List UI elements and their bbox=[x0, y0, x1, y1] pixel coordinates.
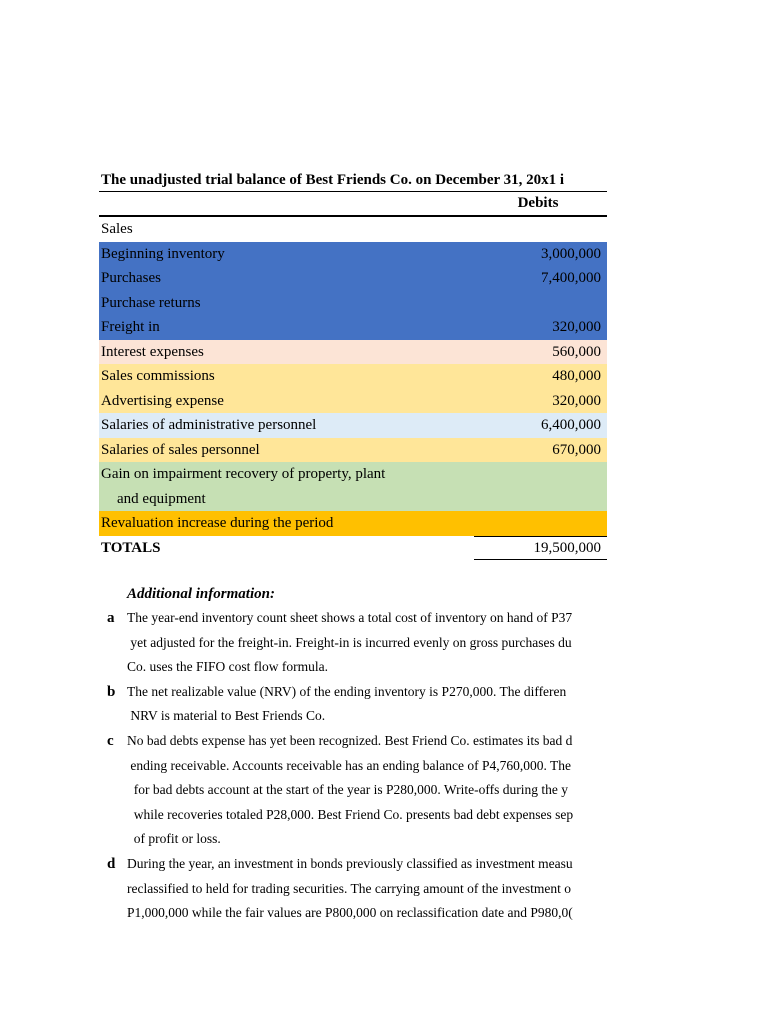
totals-amount: 19,500,000 bbox=[474, 536, 607, 561]
table-title: The unadjusted trial balance of Best Friends Co. on December 31, 20x1 i bbox=[99, 170, 607, 192]
info-item-c bbox=[105, 729, 607, 852]
account-amount: 670,000 bbox=[552, 441, 601, 458]
totals-label: TOTALS bbox=[101, 539, 161, 556]
account-row[interactable] bbox=[99, 364, 607, 389]
additional-information bbox=[105, 582, 607, 926]
account-label: Sales bbox=[101, 221, 133, 237]
account-amount: 320,000 bbox=[552, 392, 601, 409]
info-item-letter: b bbox=[107, 683, 116, 700]
account-row[interactable] bbox=[99, 315, 607, 340]
trial-balance-table bbox=[99, 170, 607, 560]
account-label: Purchases bbox=[101, 270, 161, 286]
account-row[interactable] bbox=[99, 291, 607, 316]
account-label: Beginning inventory bbox=[101, 245, 225, 262]
account-label: Salaries of administrative personnel bbox=[101, 417, 317, 433]
info-item-d bbox=[105, 852, 607, 926]
info-item-a bbox=[105, 606, 607, 680]
info-item-letter: c bbox=[107, 732, 114, 749]
account-label bbox=[101, 462, 385, 511]
info-item-line: reclassified to held for trading securities. The carrying amount of the investment o bbox=[127, 880, 571, 896]
info-item-b bbox=[105, 680, 607, 729]
account-row[interactable] bbox=[99, 242, 607, 267]
account-label: Interest expenses bbox=[101, 343, 204, 360]
account-label-line2: and equipment bbox=[117, 490, 206, 507]
account-row[interactable] bbox=[99, 389, 607, 414]
revaluation-row[interactable] bbox=[99, 511, 607, 536]
info-item-letter: d bbox=[107, 855, 116, 872]
account-label: Sales commissions bbox=[101, 368, 215, 384]
account-amount: 320,000 bbox=[552, 319, 601, 335]
account-label: Purchase returns bbox=[101, 294, 201, 311]
info-item-line: for bad debts account at the start of the year is P280,000. Write-offs during the y bbox=[127, 782, 568, 798]
column-header-row bbox=[99, 192, 607, 217]
account-row[interactable] bbox=[99, 438, 607, 463]
debits-header: Debits bbox=[517, 195, 559, 211]
account-row[interactable] bbox=[99, 266, 607, 291]
info-item-line: of profit or loss. bbox=[127, 831, 221, 847]
account-row[interactable] bbox=[99, 413, 607, 438]
additional-info-title: Additional information: bbox=[127, 586, 275, 602]
info-item-line: P1,000,000 while the fair values are P800,000 on reclassification date and P980,0( bbox=[127, 905, 573, 921]
account-row[interactable] bbox=[99, 340, 607, 365]
account-amount: 480,000 bbox=[552, 368, 601, 384]
account-label: Revaluation increase during the period bbox=[101, 515, 334, 531]
additional-info-items bbox=[105, 606, 607, 926]
info-item-line: NRV is material to Best Friends Co. bbox=[127, 708, 326, 724]
account-amount: 7,400,000 bbox=[541, 270, 601, 286]
info-item-line: No bad debts expense has yet been recognized. Best Friend Co. estimates its bad d bbox=[127, 732, 573, 748]
account-label: Advertising expense bbox=[101, 392, 224, 409]
account-label: Salaries of sales personnel bbox=[101, 441, 260, 458]
info-item-line: while recoveries totaled P28,000. Best Friend Co. presents bad debt expenses sep bbox=[127, 806, 574, 822]
info-item-letter: a bbox=[107, 610, 115, 626]
info-item-line: The net realizable value (NRV) of the ending inventory is P270,000. The differen bbox=[127, 683, 567, 699]
info-item-line: During the year, an investment in bonds previously classified as investment measu bbox=[127, 855, 573, 871]
info-item-line: The year-end inventory count sheet shows a total cost of inventory on hand of P37 bbox=[127, 610, 573, 625]
info-item-line: ending receivable. Accounts receivable has an ending balance of P4,760,000. The bbox=[127, 757, 571, 773]
account-amount: 560,000 bbox=[552, 343, 601, 360]
account-rows bbox=[99, 217, 607, 462]
totals-row[interactable] bbox=[99, 536, 607, 561]
account-amount: 3,000,000 bbox=[541, 245, 601, 262]
info-item-line: Co. uses the FIFO cost flow formula. bbox=[127, 659, 328, 675]
info-item-line: yet adjusted for the freight-in. Freight-in is incurred evenly on gross purchases du bbox=[127, 634, 572, 650]
account-row[interactable] bbox=[99, 217, 607, 242]
account-label: Freight in bbox=[101, 319, 160, 335]
gain-impairment-row[interactable] bbox=[99, 462, 607, 511]
account-label-line1: Gain on impairment recovery of property, plant bbox=[101, 466, 386, 482]
account-amount: 6,400,000 bbox=[541, 417, 601, 433]
